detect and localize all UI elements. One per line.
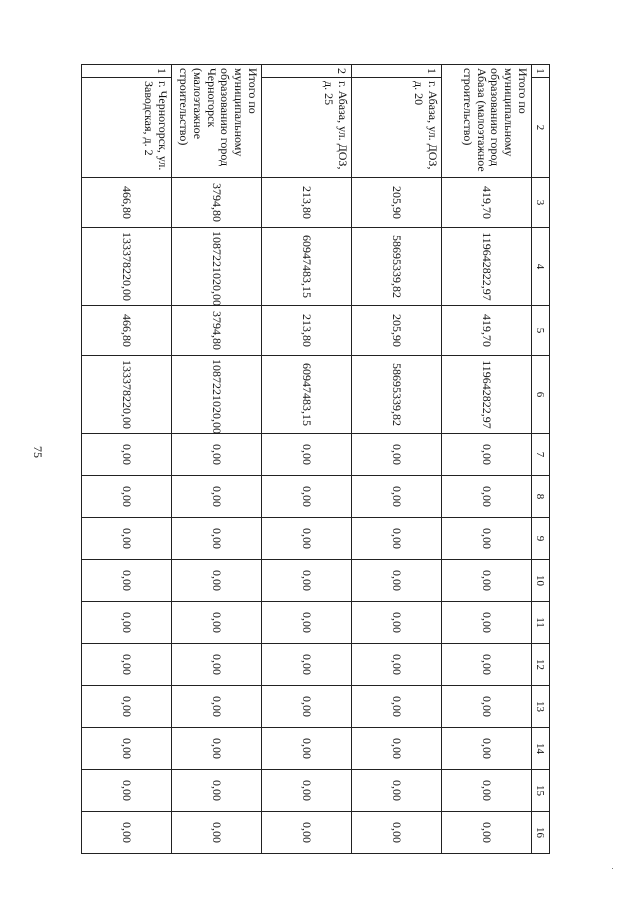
value-cell: 205,90 xyxy=(352,306,442,356)
value-cell: 0,00 xyxy=(172,728,262,770)
column-header: 10 xyxy=(532,560,550,602)
value-cell: 213,80 xyxy=(262,306,352,356)
value-cell: 1087221020,00 xyxy=(172,356,262,434)
table-row xyxy=(262,65,352,854)
column-header: 5 xyxy=(532,306,550,356)
value-cell: 60947483,15 xyxy=(262,228,352,306)
column-header: 7 xyxy=(532,434,550,476)
value-cell: 133378220,00 xyxy=(82,228,172,306)
value-cell: 0,00 xyxy=(82,644,172,686)
value-cell: 0,00 xyxy=(352,728,442,770)
value-cell: 0,00 xyxy=(172,686,262,728)
value-cell: 3794,80 xyxy=(172,306,262,356)
column-header: 15 xyxy=(532,770,550,812)
value-cell: 0,00 xyxy=(262,560,352,602)
value-cell: 0,00 xyxy=(172,770,262,812)
value-cell: 0,00 xyxy=(82,770,172,812)
value-cell: 0,00 xyxy=(442,686,532,728)
value-cell: 0,00 xyxy=(82,602,172,644)
value-cell: 0,00 xyxy=(172,560,262,602)
value-cell: 0,00 xyxy=(172,602,262,644)
value-cell: 60947483,15 xyxy=(262,356,352,434)
total-label: Итого по муниципальному образованию город Черногорск (малоэтажное строительство) xyxy=(172,65,262,178)
value-cell: 0,00 xyxy=(262,686,352,728)
table-row xyxy=(82,65,172,854)
value-cell: 0,00 xyxy=(442,728,532,770)
value-cell: 0,00 xyxy=(172,434,262,476)
value-cell: 0,00 xyxy=(442,434,532,476)
table-container xyxy=(82,64,550,852)
header-row xyxy=(532,65,550,854)
table-row xyxy=(352,65,442,854)
value-cell: 1087221020,00 xyxy=(172,228,262,306)
value-cell: 0,00 xyxy=(352,476,442,518)
value-cell: 58695339,82 xyxy=(352,356,442,434)
value-cell: 0,00 xyxy=(352,518,442,560)
value-cell: 0,00 xyxy=(82,728,172,770)
scan-artifact xyxy=(612,868,613,869)
value-cell: 0,00 xyxy=(82,476,172,518)
value-cell: 0,00 xyxy=(442,560,532,602)
value-cell: 0,00 xyxy=(262,518,352,560)
row-number: 1 xyxy=(82,65,172,78)
value-cell: 0,00 xyxy=(262,476,352,518)
value-cell: 0,00 xyxy=(352,812,442,854)
value-cell: 119642822,97 xyxy=(442,228,532,306)
value-cell: 0,00 xyxy=(172,476,262,518)
column-header: 9 xyxy=(532,518,550,560)
value-cell: 119642822,97 xyxy=(442,356,532,434)
address-cell: г. Абаза, ул. ДОЗ, д. 25 xyxy=(262,78,352,178)
data-table xyxy=(81,64,550,854)
column-header: 12 xyxy=(532,644,550,686)
value-cell: 0,00 xyxy=(82,434,172,476)
value-cell: 58695339,82 xyxy=(352,228,442,306)
page-number: 75 xyxy=(31,446,45,458)
column-header: 6 xyxy=(532,356,550,434)
value-cell: 466,80 xyxy=(82,306,172,356)
value-cell: 213,80 xyxy=(262,178,352,228)
value-cell: 205,90 xyxy=(352,178,442,228)
value-cell: 0,00 xyxy=(172,812,262,854)
column-header: 4 xyxy=(532,228,550,306)
value-cell: 0,00 xyxy=(172,518,262,560)
value-cell: 0,00 xyxy=(82,518,172,560)
column-header: 14 xyxy=(532,728,550,770)
value-cell: 466,80 xyxy=(82,178,172,228)
column-header: 8 xyxy=(532,476,550,518)
value-cell: 0,00 xyxy=(262,728,352,770)
value-cell: 0,00 xyxy=(262,812,352,854)
column-header: 3 xyxy=(532,178,550,228)
value-cell: 0,00 xyxy=(352,602,442,644)
value-cell: 0,00 xyxy=(442,476,532,518)
column-header: 16 xyxy=(532,812,550,854)
value-cell: 0,00 xyxy=(82,812,172,854)
value-cell: 0,00 xyxy=(442,518,532,560)
value-cell: 0,00 xyxy=(442,812,532,854)
value-cell: 0,00 xyxy=(442,644,532,686)
value-cell: 419,70 xyxy=(442,178,532,228)
value-cell: 133378220,00 xyxy=(82,356,172,434)
row-number: 2 xyxy=(262,65,352,78)
total-label: Итого по муниципальному образованию город Абаза (малоэтажное строительство) xyxy=(442,65,532,178)
value-cell: 0,00 xyxy=(82,560,172,602)
column-header: 1 xyxy=(532,65,550,78)
column-header: 2 xyxy=(532,78,550,178)
column-header: 11 xyxy=(532,602,550,644)
row-number: 1 xyxy=(352,65,442,78)
value-cell: 0,00 xyxy=(442,770,532,812)
value-cell: 0,00 xyxy=(352,686,442,728)
value-cell: 0,00 xyxy=(442,602,532,644)
value-cell: 419,70 xyxy=(442,306,532,356)
value-cell: 0,00 xyxy=(352,770,442,812)
value-cell: 0,00 xyxy=(352,434,442,476)
address-cell: г. Абаза, ул. ДОЗ, д. 20 xyxy=(352,78,442,178)
value-cell: 0,00 xyxy=(262,434,352,476)
value-cell: 0,00 xyxy=(82,686,172,728)
value-cell: 0,00 xyxy=(172,644,262,686)
value-cell: 0,00 xyxy=(352,644,442,686)
value-cell: 0,00 xyxy=(262,602,352,644)
value-cell: 0,00 xyxy=(262,644,352,686)
total-row xyxy=(442,65,532,854)
total-row xyxy=(172,65,262,854)
column-header: 13 xyxy=(532,686,550,728)
value-cell: 0,00 xyxy=(352,560,442,602)
value-cell: 3794,80 xyxy=(172,178,262,228)
value-cell: 0,00 xyxy=(262,770,352,812)
address-cell: г. Черногорск, ул. Заводская, д. 2 xyxy=(82,78,172,178)
